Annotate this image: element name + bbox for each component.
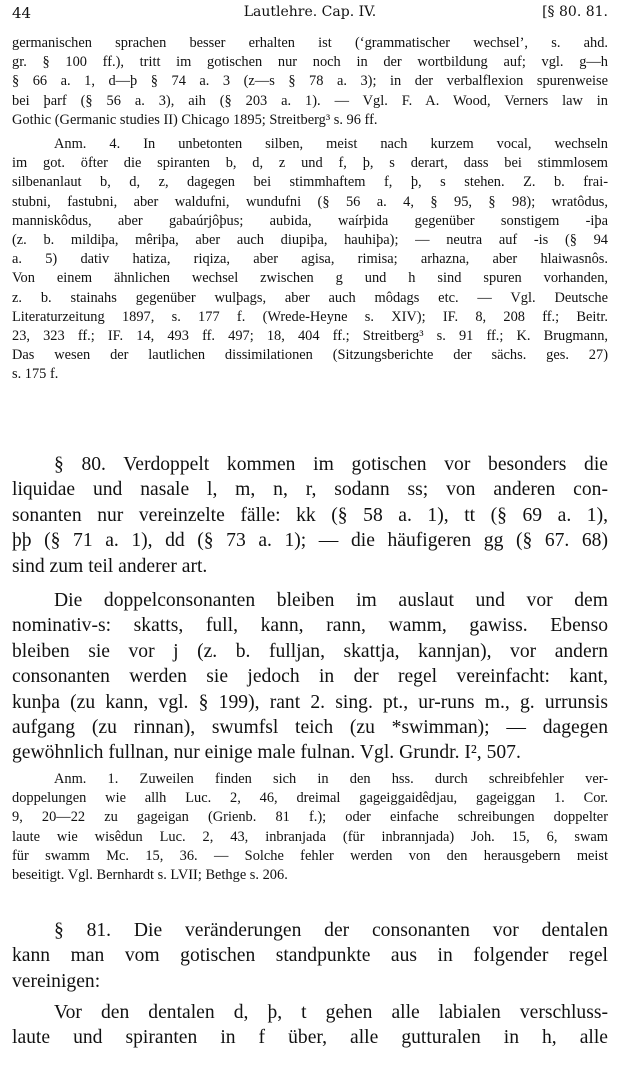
- text-line: bleiben sie vor j (z. b. fulljan, skattja, kannjan), vor andern: [12, 640, 608, 662]
- text-line: für swamm Mc. 15, 36. — Solche fehler werden von den herausgebern meist: [12, 847, 608, 864]
- running-header: [12, 4, 608, 28]
- text-line: þþ (§ 71 a. 1), dd (§ 73 a. 1); — die häufigeren gg (§ 67. 68): [12, 530, 608, 552]
- text-line: kunþa (zu kann, vgl. § 199), rant 2. sing. pt., ur-runs m., g. urrunsis: [12, 691, 608, 713]
- section-heading-line: § 81. Die veränderungen der consonanten vor dentalen: [54, 920, 608, 941]
- text-line: 23, 323 ff.; IF. 14, 493 ff. 497; 18, 404 ff.; Streitberg³ s. 91 ff.; K. Brugmann,: [12, 328, 608, 345]
- text-line: aufgang (zu rinnan), swumfsl teich (zu *swimman); — dagegen: [12, 717, 608, 739]
- text-line: Das wesen der lautlichen dissimilationen (Sitzungsberichte der sächs. ges. 27): [12, 347, 608, 364]
- text-line: doppelungen wie allh Luc. 2, 46, dreimal gageiggaidêdjau, gageiggan 1. Cor.: [12, 790, 608, 807]
- text-line: gr. § 100 ff.), tritt im gotischen nur noch in der wortbildung auf; vgl. g—h: [12, 54, 608, 71]
- text-line: vereinigen:: [12, 970, 101, 992]
- text-line: sonanten nur vereinzelte fälle: kk (§ 58 a. 1), tt (§ 69 a. 1),: [12, 504, 608, 526]
- section-81: [12, 918, 608, 994]
- text-line: laute wie wisêdun Luc. 2, 43, inbranjada (für inbrannjada) Joh. 15, 6, swam: [12, 828, 608, 845]
- section-reference: [§ 80. 81.: [542, 4, 608, 20]
- text-line: Gothic (Germanic studies II) Chicago 1895; Streitberg³ s. 96 ff.: [12, 111, 378, 128]
- text-line: s. 175 f.: [12, 366, 59, 383]
- text-line: Anm. 1. Zuweilen finden sich in den hss. durch schreibfehler ver-: [54, 771, 608, 787]
- text-line: im got. öfter die spiranten b, d, z und f, þ, s derart, dass bei stimmlosem: [12, 155, 608, 172]
- section-80-paragraph-2: [12, 588, 608, 766]
- text-line: stubni, fastubni, aber waldufni, wundufni (§ 56 a. 4, § 95, § 98); wratôdus,: [12, 193, 608, 210]
- page-number: 44: [12, 4, 32, 22]
- note-anm-4: [12, 135, 608, 385]
- section-heading-line: § 80. Verdoppelt kommen im gotischen vor besonders die: [54, 454, 608, 475]
- text-line: Literaturzeitung 1897, s. 177 f. (Wrede-Heyne s. XIV); IF. 8, 208 ff.; Beitr.: [12, 308, 608, 325]
- text-line: Die doppelconsonanten bleiben im auslaut und vor dem: [54, 590, 608, 611]
- text-line: gewöhnlich fullnan, nur einige male fulnan. Vgl. Grundr. I², 507.: [12, 742, 521, 764]
- text-line: § 66 a. 1, d—þ § 74 a. 3 (z—s § 78 a. 3); in der verbalflexion spurenweise: [12, 73, 608, 90]
- text-line: Anm. 4. In unbetonten silben, meist nach kurzem vocal, wechseln: [54, 136, 608, 152]
- section-80: [12, 452, 608, 579]
- text-line: laute und spiranten in f über, alle gutturalen in h, alle: [12, 1027, 608, 1049]
- text-line: a. 5) dativ hatiza, riqiza, aber agisa, rimisa; arhazna, aber hlaiwasnôs.: [12, 251, 608, 268]
- text-line: bei þarf (§ 56 a. 3), aih (§ 203 a. 1). — Vgl. F. A. Wood, Verners law in: [12, 92, 608, 109]
- text-line: silbenanlaut b, d, z, dagegen bei stimmhaftem f, þ, s stehen. Z. b. frai-: [12, 174, 608, 191]
- text-line: manniskôdus, aber gabaúrjôþus; aubida, waírþida gegenüber sonstigem -iþa: [12, 212, 608, 229]
- note-anm-1: [12, 770, 608, 885]
- text-line: 9, 20—22 zu gageigan (Grienb. 81 f.); oder einfache schreibungen doppelter: [12, 809, 608, 826]
- text-line: sind zum teil anderer art.: [12, 555, 208, 577]
- text-line: Von einem ähnlichen wechsel zwischen g und h sind spuren vorhanden,: [12, 270, 608, 287]
- text-line: kann man vom gotischen standpunkte aus in folgender regel: [12, 945, 608, 967]
- text-line: beseitigt. Vgl. Bernhardt s. LVII; Bethge s. 206.: [12, 867, 288, 884]
- text-line: nominativ-s: skatts, full, kann, rann, wamm, gawiss. Ebenso: [12, 615, 608, 637]
- text-line: Vor den dentalen d, þ, t gehen alle labialen verschluss-: [54, 1002, 608, 1023]
- text-line: consonanten werden sie jedoch in der regel vereinfacht: kant,: [12, 666, 608, 688]
- section-81-paragraph-2: [12, 1000, 608, 1051]
- continuation-paragraph: [12, 34, 608, 130]
- running-title: Lautlehre. Cap. IV.: [243, 4, 377, 20]
- text-line: (z. b. mildiþa, mêriþa, aber auch diupiþa, hauhiþa); — neutra auf -is (§ 94: [12, 232, 608, 249]
- text-line: germanischen sprachen besser erhalten ist (‘grammatischer wechsel’, s. ahd.: [12, 35, 608, 51]
- text-line: liquidae und nasale l, m, n, r, sodann ss; von anderen con-: [12, 479, 608, 501]
- text-line: z. b. stainahs gegenüber wulþags, aber auch môdags etc. — Vgl. Deutsche: [12, 289, 608, 306]
